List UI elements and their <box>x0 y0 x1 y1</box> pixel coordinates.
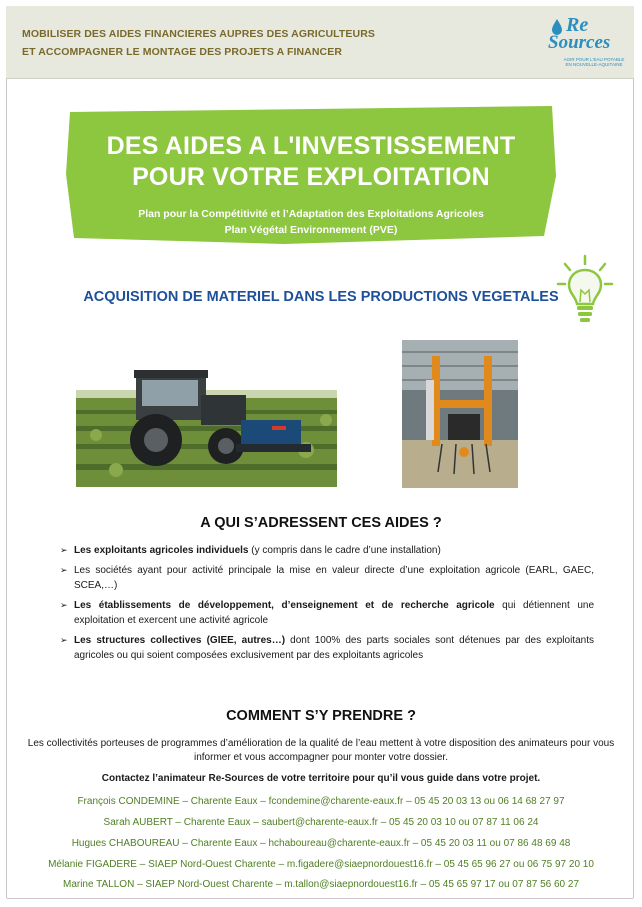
contact-line: Mélanie FIGADERE – SIAEP Nord-Ouest Charente – m.figadere@siaepnordouest16.fr – 05 45 65 96 27 ou 06 75 97 20 10 <box>48 859 594 870</box>
arrow-bullet-icon: ➢ <box>60 545 68 555</box>
contact-line: Hugues CHABOUREAU – Charente Eaux – hchaboureau@charente-eaux.fr – 05 45 20 03 11 ou 07 86 48 69 48 <box>71 838 571 849</box>
header-line-1: MOBILISER DES AIDES FINANCIERES AUPRES DES AGRICULTEURS <box>22 28 376 40</box>
contact-lead: Contactez l’animateur Re-Sources de votre territoire pour qu’il vous guide dans votre projet. <box>101 773 541 784</box>
audience-heading: A QUI S’ADRESSENT CES AIDES ? <box>200 515 442 531</box>
contact-line: François CONDEMINE – Charente Eaux – fcondemine@charente-eaux.fr – 05 45 20 03 13 ou 06 14 68 27 97 <box>77 796 565 807</box>
arrow-bullet-icon: ➢ <box>60 635 68 645</box>
how-paragraph: Les collectivités porteuses de programmes d’amélioration de la qualité de l’eau mettent à votre disposition des animateurs pour vous informer et vous accompagner pour monter votre dossier. <box>27 738 615 763</box>
item-text: Les sociétés ayant pour activité principale la mise en valeur directe d’une exploitation agricole (EARL, GAEC, SCEA,…) <box>74 565 594 591</box>
list-item <box>60 633 594 663</box>
list-item <box>60 563 594 593</box>
list-item <box>60 598 594 628</box>
banner-title-line-2: POUR VOTRE EXPLOITATION <box>132 163 490 191</box>
item-bold: Les établissements de développement, d’enseignement et de recherche agricole <box>74 600 495 611</box>
logo-tagline: AGIR POUR L'EAU POTABLE EN NOUVELLE-AQUITAINE <box>563 57 625 67</box>
title-banner <box>64 104 558 244</box>
logo-sources: Sources <box>548 32 611 53</box>
list-item <box>60 543 594 558</box>
section-title: ACQUISITION DE MATERIEL DANS LES PRODUCTIONS VEGETALES <box>83 289 559 305</box>
item-bold: Les exploitants agricoles individuels <box>74 545 249 556</box>
banner-subtitle-line-1: Plan pour la Compétitivité et l’Adaptation des Exploitations Agricoles <box>138 208 484 220</box>
arrow-bullet-icon: ➢ <box>60 565 68 575</box>
contact-line: Marine TALLON – SIAEP Nord-Ouest Charente – m.tallon@siaepnordouest16.fr – 05 45 65 97 17 ou 07 87 56 60 27 <box>62 879 580 890</box>
item-text: dont 100% des parts sociales sont détenues par des exploitants agricoles ou qui soient composées exclusivement par des exploitants agricoles <box>74 635 594 661</box>
logo-re: Re <box>566 14 589 36</box>
item-bold: Les structures collectives (GIEE, autres…) <box>74 635 286 646</box>
resources-logo <box>548 14 625 74</box>
how-heading: COMMENT S’Y PRENDRE ? <box>226 708 416 724</box>
item-text: qui détiennent une exploitation et exercent une activité agricole <box>74 600 595 626</box>
banner-subtitle-line-2: Plan Végétal Environnement (PVE) <box>224 224 398 236</box>
machine-photo <box>402 340 518 488</box>
audience-list <box>60 543 594 668</box>
tractor-photo <box>76 340 337 487</box>
header-bar <box>6 6 634 79</box>
item-text: (y compris dans le cadre d’une installation) <box>248 545 441 556</box>
banner-title-line-1: DES AIDES A L'INVESTISSEMENT <box>106 132 516 160</box>
contact-line: Sarah AUBERT – Charente Eaux – saubert@charente-eaux.fr – 05 45 20 03 10 ou 07 87 11 06 24 <box>103 817 539 828</box>
header-line-2: ET ACCOMPAGNER LE MONTAGE DES PROJETS A FINANCER <box>22 46 343 58</box>
arrow-bullet-icon: ➢ <box>60 600 68 610</box>
